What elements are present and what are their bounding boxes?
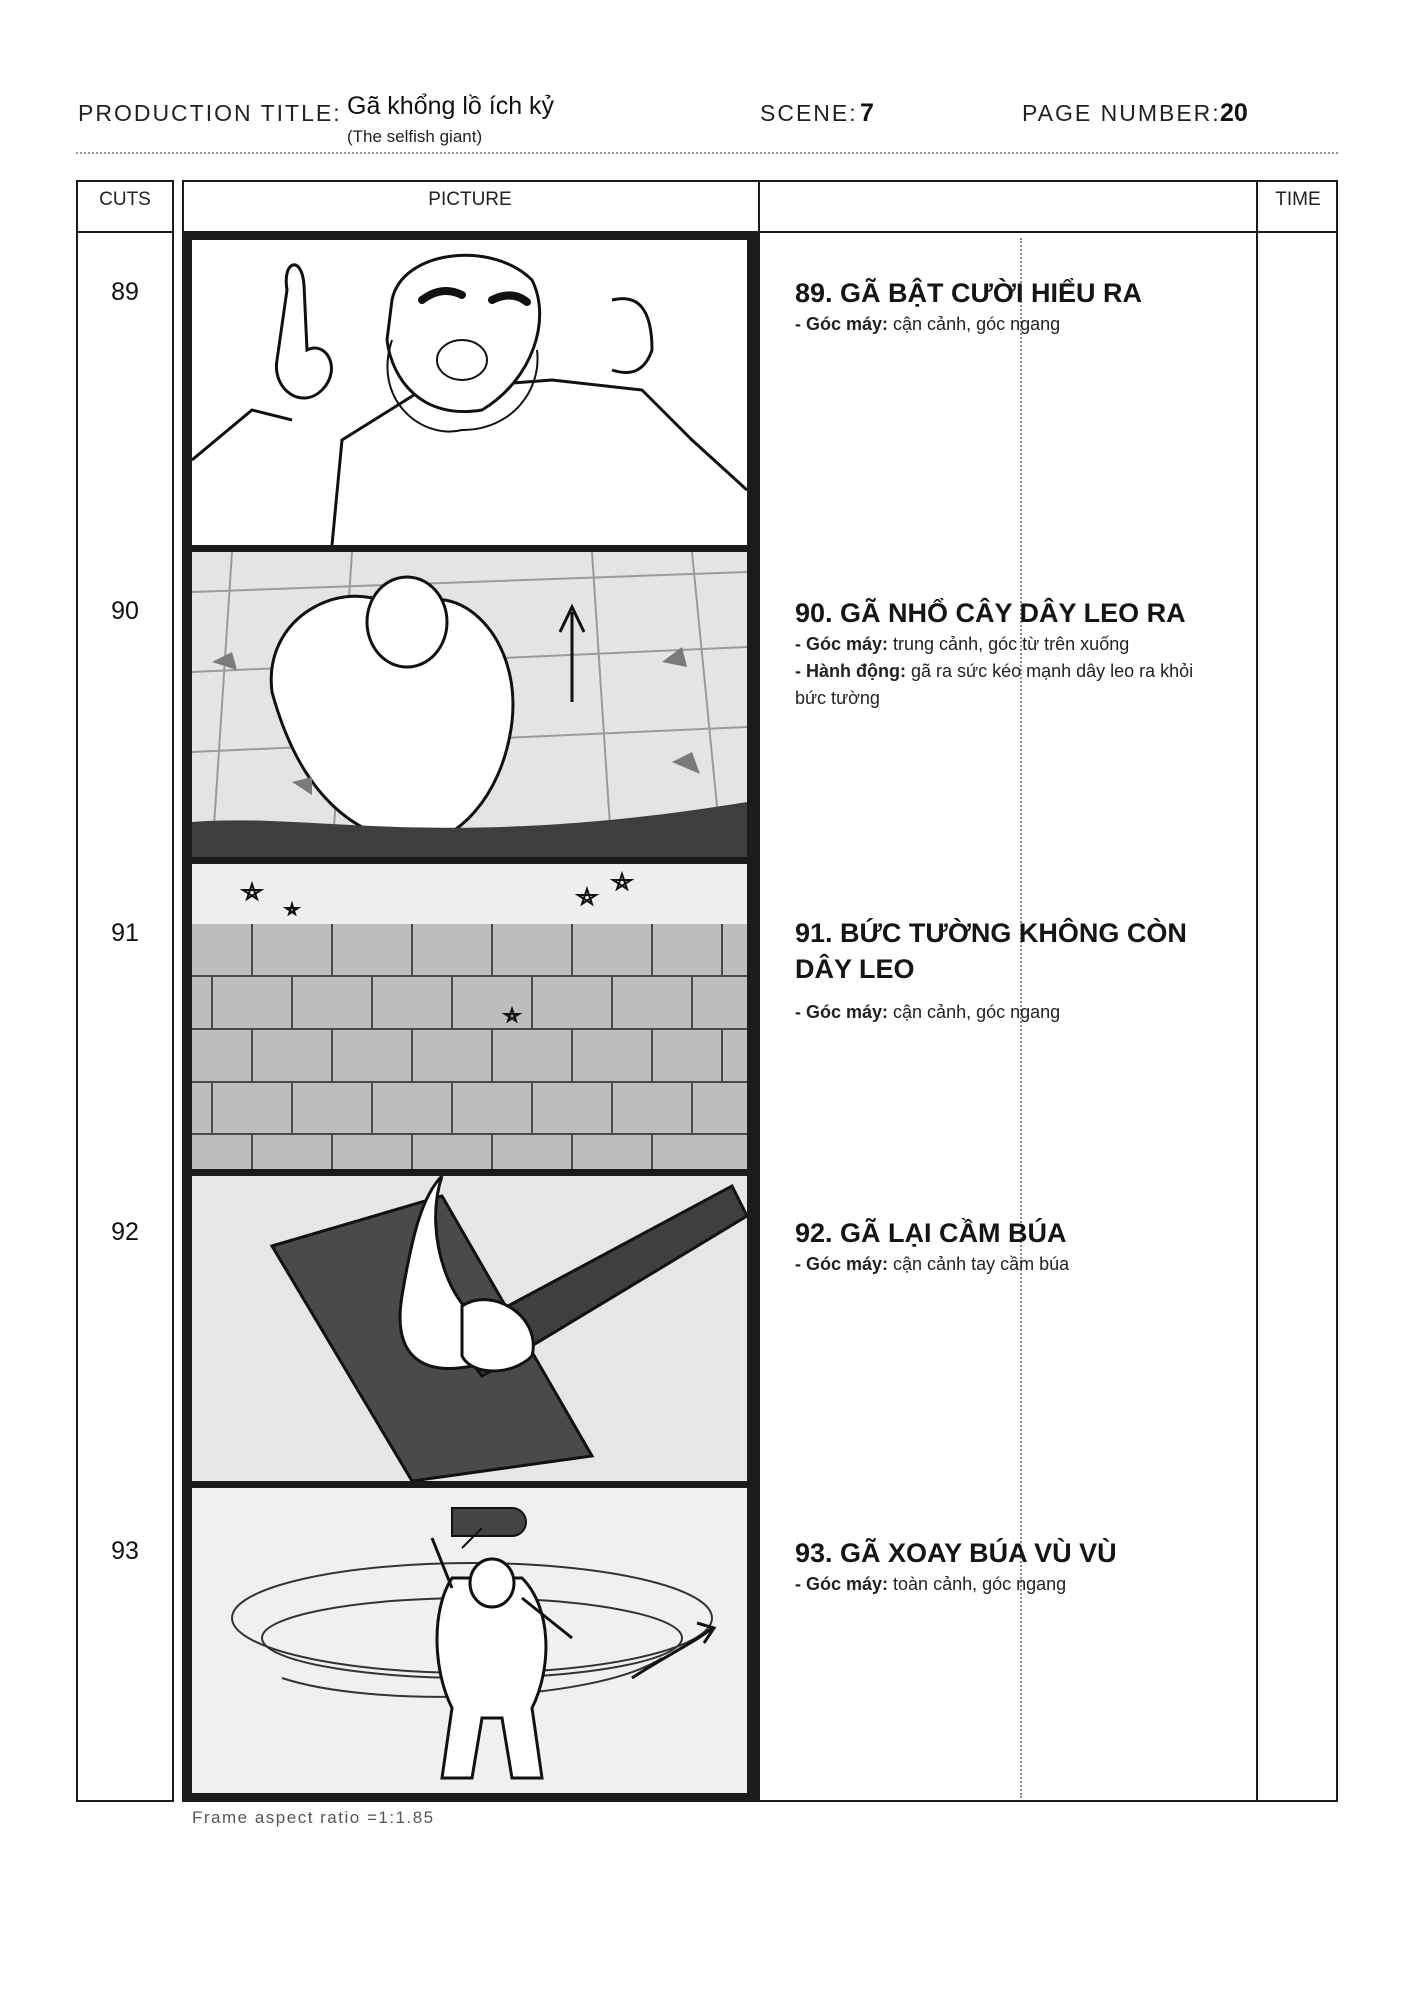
detail-label: - Góc máy: (795, 314, 889, 334)
cut-93-description (795, 1535, 1235, 1598)
cut-89-description (795, 275, 1235, 338)
detail-text: trung cảnh, góc từ trên xuống (888, 634, 1130, 654)
detail-label: - Hành động: (795, 661, 906, 681)
hand-hammer-sketch (192, 1176, 747, 1481)
cut-title: 91. BỨC TƯỜNG KHÔNG CÒN DÂY LEO (795, 918, 1187, 984)
cut-title: 90. GÃ NHỔ CÂY DÂY LEO RA (795, 598, 1186, 628)
cut-number: 92 (111, 1218, 139, 1246)
detail-text: cận cảnh, góc ngang (888, 314, 1061, 334)
brick-wall-sketch (192, 864, 747, 1169)
cut-90-description (795, 595, 1235, 712)
cut-number: 93 (111, 1537, 139, 1565)
cut-detail (795, 1251, 1235, 1278)
cuts-header: CUTS (99, 189, 151, 210)
detail-label: - Góc máy: (795, 1254, 889, 1274)
picture-column (182, 233, 758, 1802)
detail-text: cận cảnh, góc ngang (888, 1002, 1061, 1022)
cut-number: 90 (111, 597, 139, 625)
cut-title: 89. GÃ BẬT CƯỜI HIỂU RA (795, 278, 1142, 308)
production-title-label: PRODUCTION TITLE: (78, 100, 342, 126)
picture-header: PICTURE (428, 189, 512, 210)
cut-detail (795, 658, 1235, 685)
cut-91-description (795, 915, 1235, 1026)
panel-93-giant-spinning-hammer (192, 1488, 747, 1793)
scene-label: SCENE: (760, 100, 858, 126)
time-header: TIME (1275, 189, 1321, 210)
divider-description-time (1256, 180, 1258, 1802)
cut-number: 91 (111, 919, 139, 947)
cut-number: 89 (111, 278, 139, 306)
detail-label: - Góc máy: (795, 634, 889, 654)
cut-detail (795, 1571, 1235, 1598)
detail-text: cận cảnh tay cầm búa (888, 1254, 1070, 1274)
cut-92-description (795, 1215, 1235, 1278)
panel-91-bare-wall (192, 864, 747, 1169)
page-number-value: 20 (1220, 99, 1248, 127)
detail-label: - Góc máy: (795, 1574, 889, 1594)
production-title: Gã khổng lồ ích kỷ (347, 92, 555, 120)
giant-pulling-vines-sketch (192, 552, 747, 857)
detail-text: gã ra sức kéo mạnh dây leo ra khỏi (905, 661, 1194, 681)
panel-92-hand-hammer (192, 1176, 747, 1481)
cut-detail (795, 311, 1235, 338)
cut-title: 93. GÃ XOAY BÚA VÙ VÙ (795, 1538, 1117, 1568)
detail-label: - Góc máy: (795, 1002, 889, 1022)
scene-value: 7 (860, 99, 874, 127)
header-divider (76, 152, 1338, 154)
frame-aspect-ratio: Frame aspect ratio =1:1.85 (192, 1808, 435, 1827)
panel-89-giant-laughing (192, 240, 747, 545)
giant-spinning-hammer-sketch (192, 1488, 747, 1793)
panel-90-giant-pulling-vines (192, 552, 747, 857)
page-number-label: PAGE NUMBER: (1022, 100, 1221, 126)
divider-picture-description (758, 180, 760, 1802)
cut-title: 92. GÃ LẠI CẦM BÚA (795, 1218, 1067, 1248)
giant-laughing-sketch (192, 240, 747, 545)
detail-text: toàn cảnh, góc ngang (888, 1574, 1067, 1594)
cut-detail (795, 999, 1235, 1026)
cut-detail (795, 685, 1235, 712)
detail-text: bức tường (795, 688, 880, 708)
production-subtitle: (The selfish giant) (347, 127, 483, 146)
cut-detail (795, 631, 1235, 658)
